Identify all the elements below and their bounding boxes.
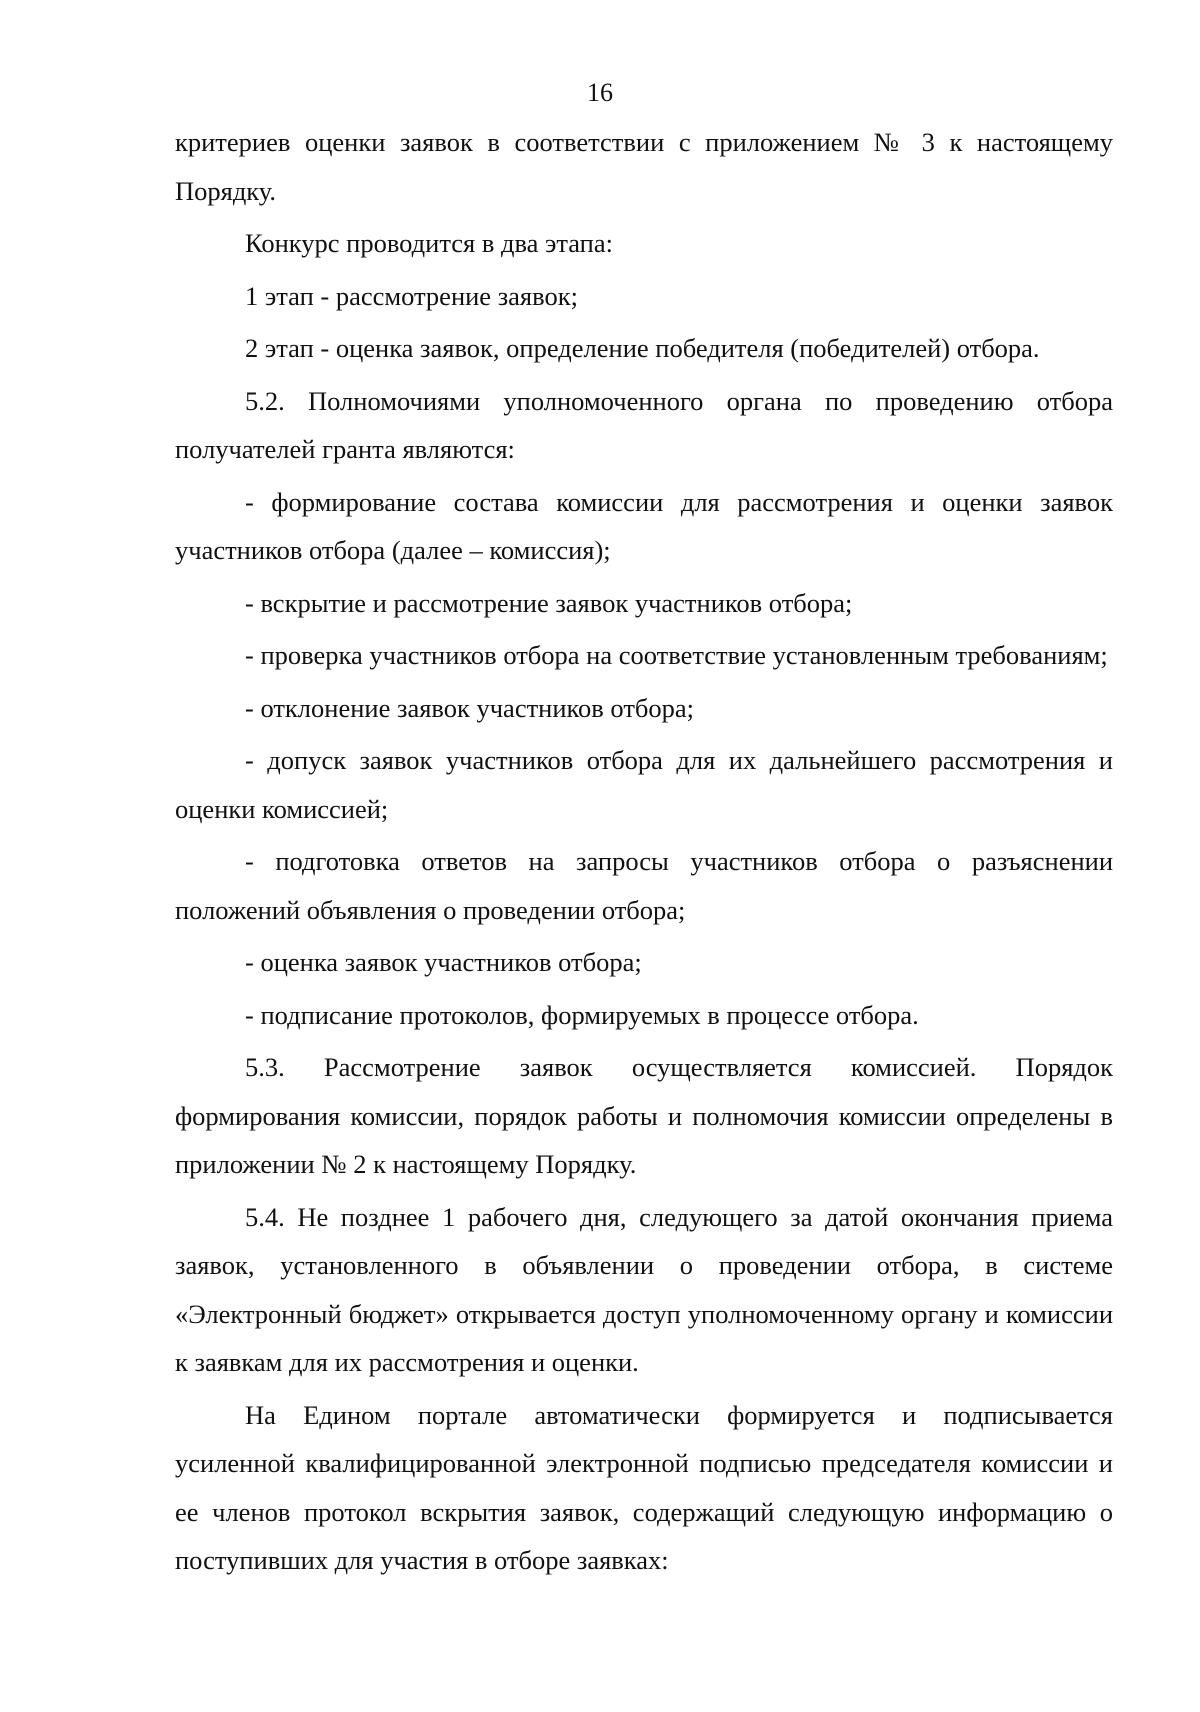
list-item-participant-check: - проверка участников отбора на соответствие установленным требованиям; [245,640,1108,670]
paragraph-stage-2: 2 этап - оценка заявок, определение победителя (победителей) отбора. [245,333,1040,363]
list-item-evaluation: - оценка заявок участников отбора; [245,947,642,977]
document-body [175,118,1113,1585]
list-item-commission-formation: - формирование состава комиссии для рассмотрения и оценки заявок участников отбора (далее – комиссия); [175,486,1113,565]
list-item-rejection: - отклонение заявок участников отбора; [245,692,695,723]
list-item-signing-protocols: - подписание протоколов, формируемых в процессе отбора. [245,999,919,1030]
paragraph-unified-portal: На Едином портале автоматически формируется и подписывается усиленной квалифицированной электронной подписью председателя комиссии и ее членов протокол вскрытия заявок, содержащий следующую информацию о поступивших для участия в отборе заявках: [175,1399,1113,1575]
paragraph-section-5-4: 5.4. Не позднее 1 рабочего дня, следующего за датой окончания приема заявок, установленного в объявлении о проведении отбора, в системе «Электронный бюджет» открывается доступ уполномоченному органу и комиссии к заявкам для их рассмотрения и оценки. [175,1201,1113,1377]
paragraph-contest-stages: Конкурс проводится в два этапа: [245,228,613,258]
paragraph-section-5-2: 5.2. Полномочиями уполномоченного органа по проведению отбора получателей гранта являются: [175,385,1113,464]
list-item-opening-applications: - вскрытие и рассмотрение заявок участников отбора; [245,587,853,618]
paragraph-criteria: критериев оценки заявок в соответствии с приложением № 3 к настоящему Порядку. [175,127,1113,206]
list-item-admission: - допуск заявок участников отбора для их дальнейшего рассмотрения и оценки комиссией; [175,745,1113,824]
paragraph-section-5-3: 5.3. Рассмотрение заявок осуществляется комиссией. Порядок формирования комиссии, порядок работы и полномочия комиссии определены в приложении № 2 к настоящему Порядку. [175,1052,1113,1179]
page-number: 16 [587,78,613,107]
paragraph-stage-1: 1 этап - рассмотрение заявок; [245,280,578,311]
list-item-clarifications: - подготовка ответов на запросы участников отбора о разъяснении положений объявления о проведении отбора; [175,846,1113,925]
